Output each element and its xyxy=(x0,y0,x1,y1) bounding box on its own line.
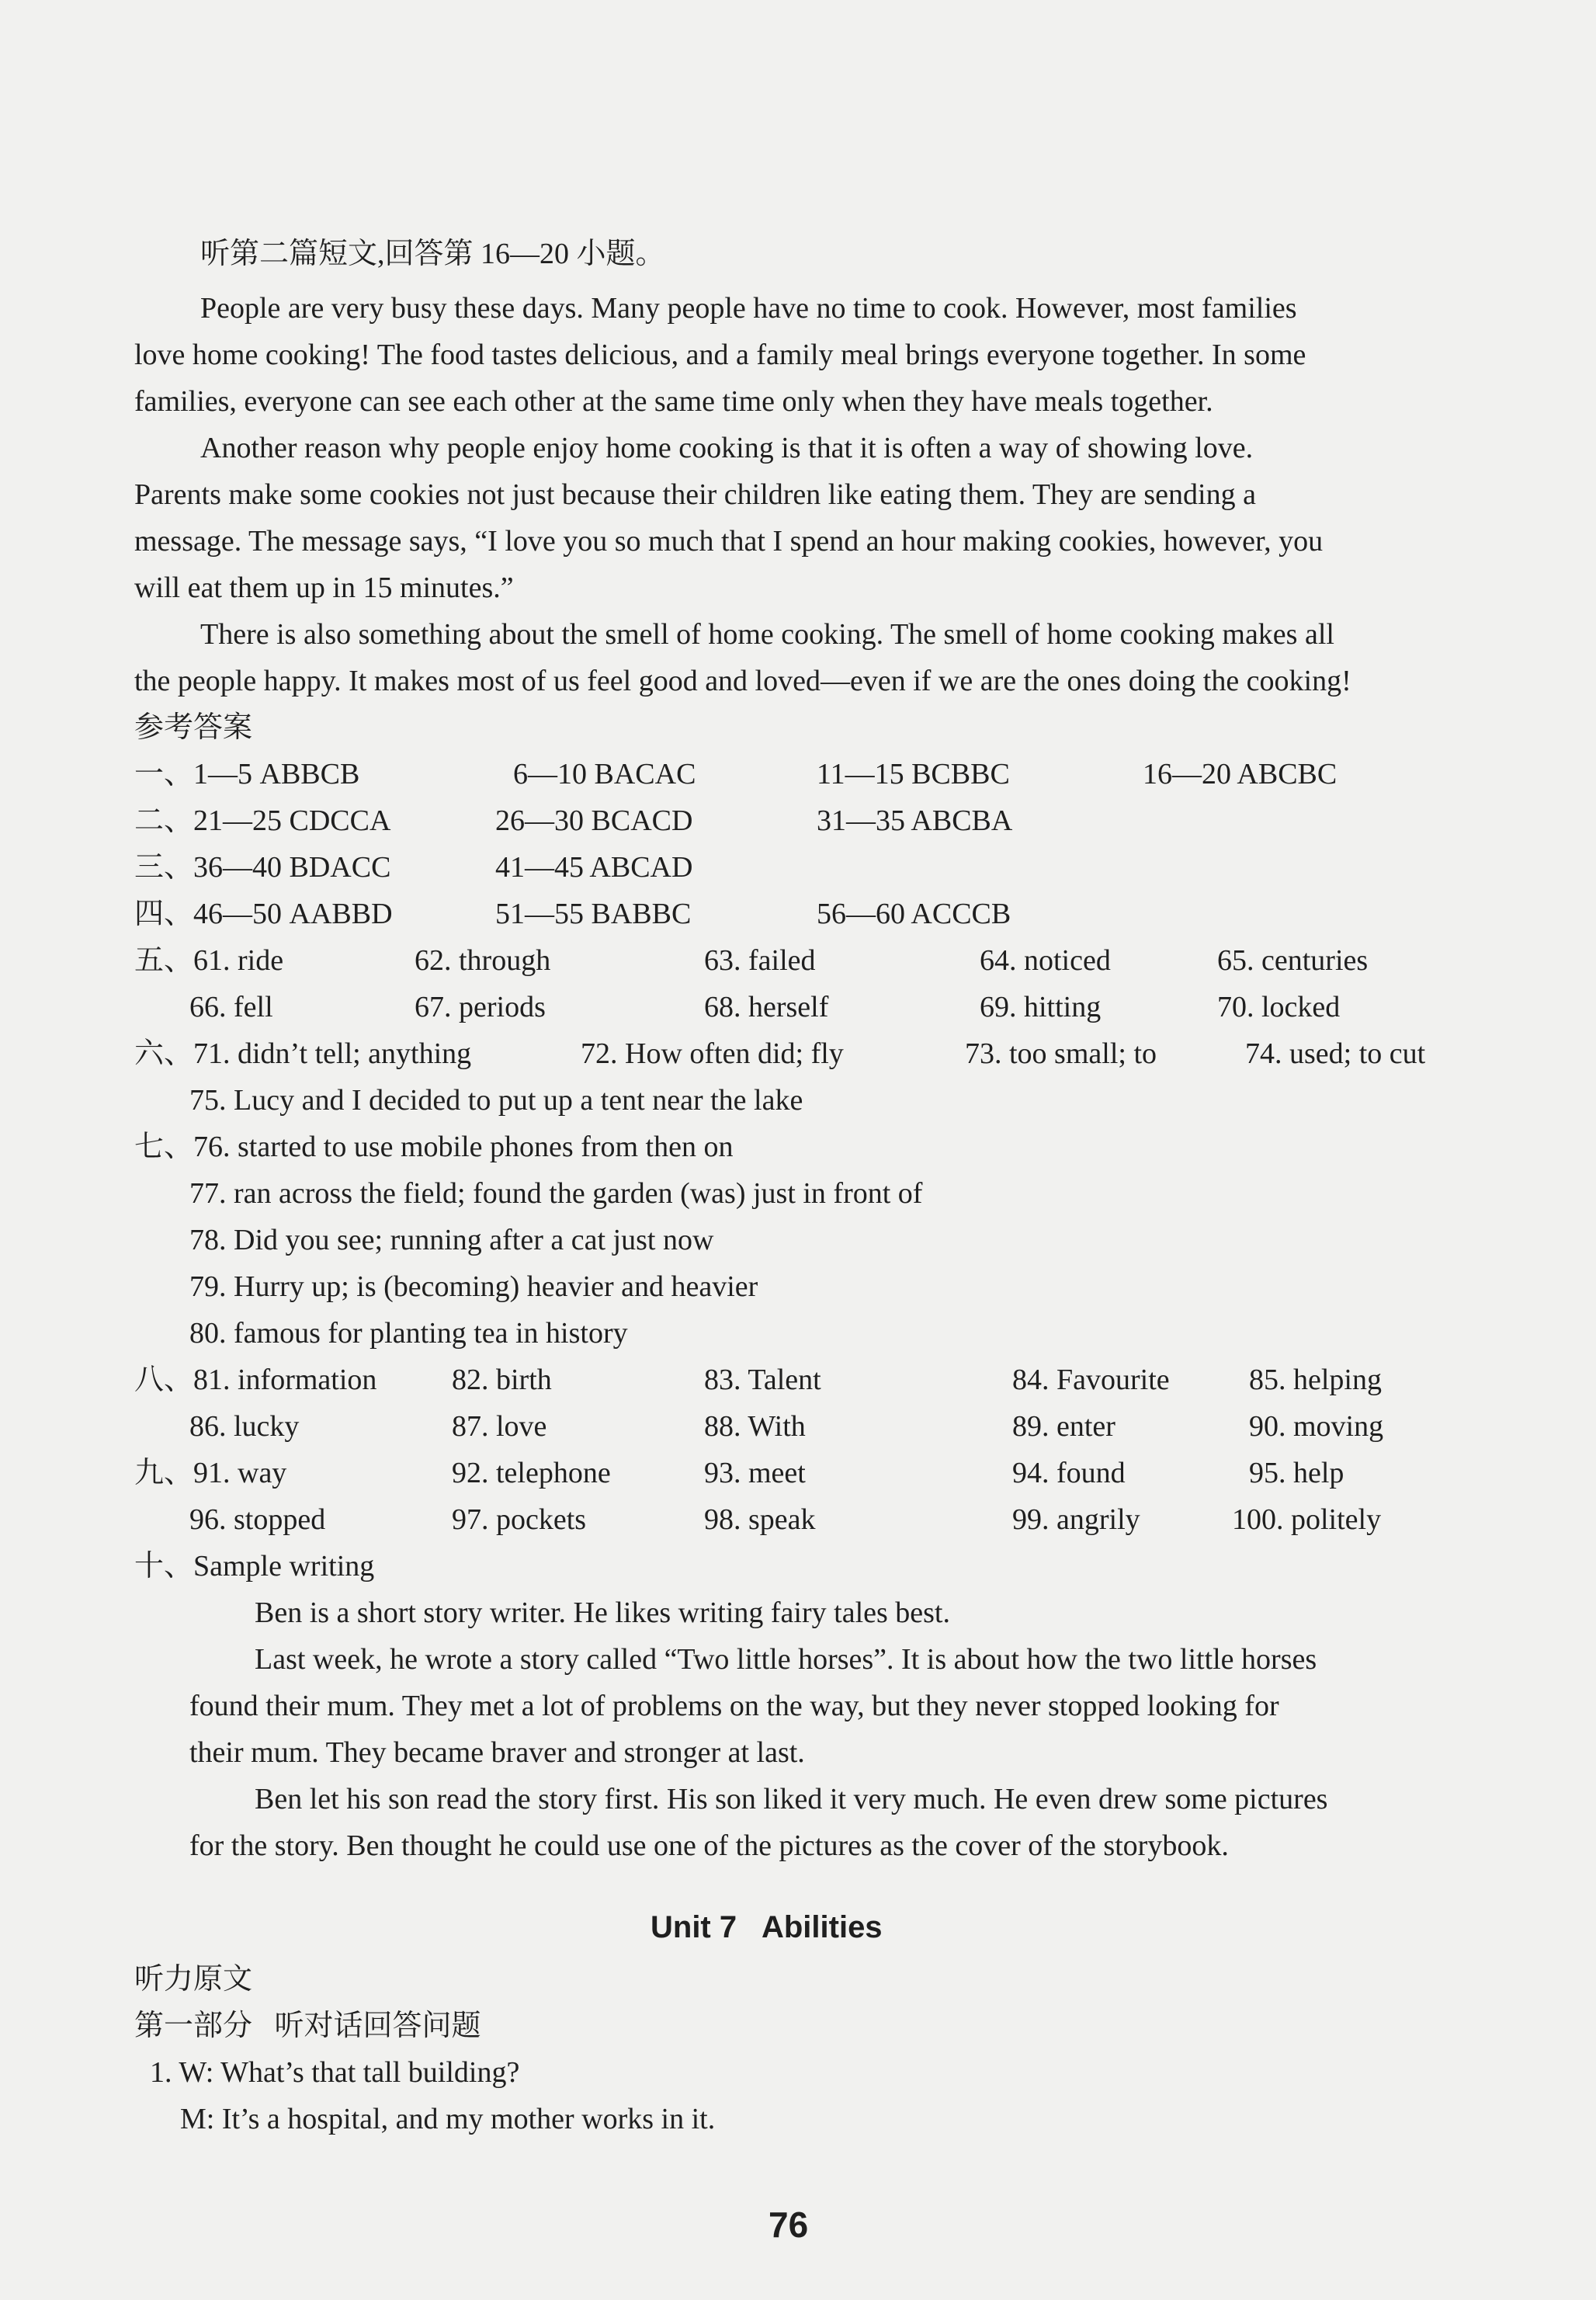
answer-item: 十、Sample writing xyxy=(134,1550,375,1583)
answer-item: 68. herself xyxy=(704,991,829,1023)
answer-item: 74. used; to cut xyxy=(1245,1037,1426,1070)
answer-item: 31—35 ABCBA xyxy=(817,804,1013,837)
sample-writing-line: Ben let his son read the story first. His son liked it very much. He even drew some pictures xyxy=(255,1783,1328,1815)
page-number: 76 xyxy=(769,2204,809,2245)
answer-item: 九、91. way xyxy=(134,1457,287,1489)
unit-title: Unit 7 Abilities xyxy=(651,1910,883,1944)
answer-item: 66. fell xyxy=(189,991,273,1023)
answer-item: 62. through xyxy=(415,944,551,977)
answer-item: 99. angrily xyxy=(1012,1503,1140,1536)
answer-item: 6—10 BACAC xyxy=(513,758,696,790)
answer-item: 67. periods xyxy=(415,991,546,1023)
answer-item: 94. found xyxy=(1012,1457,1126,1489)
answer-item: 100. politely xyxy=(1232,1503,1382,1536)
passage-line: families, everyone can see each other at the same time only when they have meals together. xyxy=(134,385,1213,418)
answer-item: 84. Favourite xyxy=(1012,1364,1170,1396)
answer-item: 51—55 BABBC xyxy=(495,898,692,930)
answer-item: 六、71. didn’t tell; anything xyxy=(134,1037,472,1070)
answer-item: 77. ran across the field; found the garden (was) just in front of xyxy=(189,1177,923,1210)
sample-writing-line: Ben is a short story writer. He likes writing fairy tales best. xyxy=(255,1596,950,1629)
answer-item: 95. help xyxy=(1249,1457,1344,1489)
answer-item: 26—30 BCACD xyxy=(495,804,693,837)
answer-item: 64. noticed xyxy=(980,944,1111,977)
sample-writing-line: Last week, he wrote a story called “Two little horses”. It is about how the two little horses xyxy=(255,1643,1317,1676)
answer-item: 11—15 BCBBC xyxy=(817,758,1010,790)
passage-line: will eat them up in 15 minutes.” xyxy=(134,572,514,604)
answer-item: 75. Lucy and I decided to put up a tent near the lake xyxy=(189,1084,803,1117)
sample-writing-line: their mum. They became braver and stronger at last. xyxy=(189,1736,805,1769)
answer-item: 97. pockets xyxy=(452,1503,587,1536)
answer-item: 88. With xyxy=(704,1410,806,1443)
passage-line: love home cooking! The food tastes delicious, and a family meal brings everyone together. In some xyxy=(134,339,1306,371)
passage-instruction: 听第二篇短文,回答第 16—20 小题。 xyxy=(200,238,665,270)
answer-item: 七、76. started to use mobile phones from then on xyxy=(134,1131,734,1163)
passage-line: There is also something about the smell of home cooking. The smell of home cooking makes all xyxy=(200,618,1334,651)
answer-item: 98. speak xyxy=(704,1503,816,1536)
sample-writing-line: found their mum. They met a lot of problems on the way, but they never stopped looking for xyxy=(189,1690,1279,1722)
passage-line: the people happy. It makes most of us feel good and loved—even if we are the ones doing the cooking! xyxy=(134,665,1351,697)
answer-item: 41—45 ABCAD xyxy=(495,851,693,884)
dialogue-line: 1. W: What’s that tall building? xyxy=(150,2056,520,2089)
sample-writing-line: for the story. Ben thought he could use one of the pictures as the cover of the storybook. xyxy=(189,1829,1229,1862)
answer-item: 96. stopped xyxy=(189,1503,326,1536)
passage-line: Another reason why people enjoy home cooking is that it is often a way of showing love. xyxy=(200,432,1254,464)
answer-item: 63. failed xyxy=(704,944,816,977)
answer-item: 79. Hurry up; is (becoming) heavier and heavier xyxy=(189,1270,758,1303)
answer-item: 85. helping xyxy=(1249,1364,1382,1396)
answer-item: 92. telephone xyxy=(452,1457,611,1489)
answer-item: 八、81. information xyxy=(134,1364,377,1396)
answer-item: 82. birth xyxy=(452,1364,552,1396)
answer-item: 16—20 ABCBC xyxy=(1143,758,1338,790)
answer-item: 78. Did you see; running after a cat just now xyxy=(189,1224,714,1256)
answer-item: 73. too small; to xyxy=(965,1037,1157,1070)
answer-item: 86. lucky xyxy=(189,1410,300,1443)
answers-title: 参考答案 xyxy=(134,711,253,744)
answer-item: 56—60 ACCCB xyxy=(817,898,1011,930)
answer-item: 三、36—40 BDACC xyxy=(134,851,391,884)
answer-item: 72. How often did; fly xyxy=(581,1037,844,1070)
dialogue-line: M: It’s a hospital, and my mother works in it. xyxy=(180,2103,716,2135)
answer-item: 93. meet xyxy=(704,1457,806,1489)
answer-item: 90. moving xyxy=(1249,1410,1384,1443)
answer-item: 五、61. ride xyxy=(134,944,284,977)
answer-item: 69. hitting xyxy=(980,991,1102,1023)
answer-item: 65. centuries xyxy=(1217,944,1369,977)
answer-item: 87. love xyxy=(452,1410,547,1443)
answer-item: 70. locked xyxy=(1217,991,1341,1023)
answer-item: 89. enter xyxy=(1012,1410,1115,1443)
answer-item: 四、46—50 AABBD xyxy=(134,898,393,930)
passage-line: message. The message says, “I love you so much that I spend an hour making cookies, however, you xyxy=(134,525,1324,558)
answer-item: 80. famous for planting tea in history xyxy=(189,1317,628,1350)
part-label: 第一部分 听对话回答问题 xyxy=(134,2010,481,2042)
passage-line: Parents make some cookies not just because their children like eating them. They are sending a xyxy=(134,478,1256,511)
passage-line: People are very busy these days. Many people have no time to cook. However, most families xyxy=(200,292,1297,325)
answer-item: 83. Talent xyxy=(704,1364,821,1396)
transcript-label: 听力原文 xyxy=(134,1963,253,1996)
answer-item: 一、1—5 ABBCB xyxy=(134,758,360,790)
answer-item: 二、21—25 CDCCA xyxy=(134,804,391,837)
